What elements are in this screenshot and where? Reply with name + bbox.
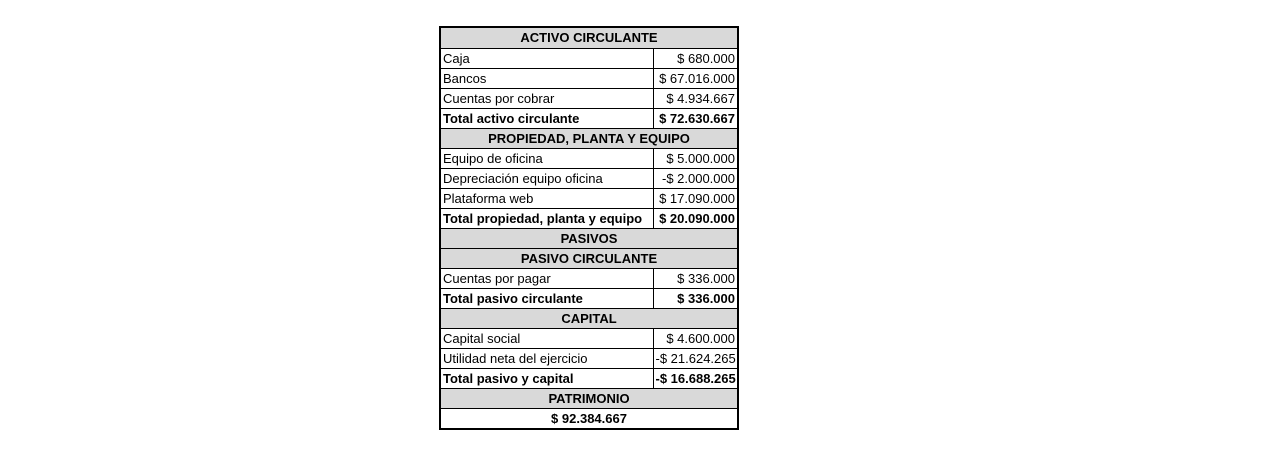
table-row	[441, 328, 737, 348]
row-label: Cuentas por pagar	[441, 268, 653, 288]
total-label: Total pasivo circulante	[441, 288, 653, 308]
balance-table	[441, 28, 737, 428]
table-row	[441, 148, 737, 168]
row-amount: $ 5.000.000	[653, 148, 737, 168]
section-heading-row	[441, 128, 737, 148]
table-row	[441, 188, 737, 208]
row-label: Equipo de oficina	[441, 148, 653, 168]
total-label: Total activo circulante	[441, 108, 653, 128]
section-heading-row	[441, 388, 737, 408]
row-amount: $ 67.016.000	[653, 68, 737, 88]
total-label: Total propiedad, planta y equipo	[441, 208, 653, 228]
total-row	[441, 108, 737, 128]
section-heading: PASIVOS	[441, 228, 737, 248]
total-row	[441, 368, 737, 388]
table-row	[441, 348, 737, 368]
total-amount: -$ 16.688.265	[653, 368, 737, 388]
table-row	[441, 168, 737, 188]
row-amount: $ 17.090.000	[653, 188, 737, 208]
section-heading: CAPITAL	[441, 308, 737, 328]
section-heading-row	[441, 308, 737, 328]
section-heading-row	[441, 28, 737, 48]
section-heading: PROPIEDAD, PLANTA Y EQUIPO	[441, 128, 737, 148]
section-heading: ACTIVO CIRCULANTE	[441, 28, 737, 48]
row-amount: $ 336.000	[653, 268, 737, 288]
row-amount: -$ 2.000.000	[653, 168, 737, 188]
row-amount: $ 680.000	[653, 48, 737, 68]
balance-sheet	[439, 26, 739, 430]
row-label: Capital social	[441, 328, 653, 348]
total-amount: $ 336.000	[653, 288, 737, 308]
row-label: Utilidad neta del ejercicio	[441, 348, 653, 368]
table-row	[441, 88, 737, 108]
total-amount: $ 20.090.000	[653, 208, 737, 228]
row-amount: $ 4.934.667	[653, 88, 737, 108]
row-label: Bancos	[441, 68, 653, 88]
row-label: Caja	[441, 48, 653, 68]
total-amount: $ 72.630.667	[653, 108, 737, 128]
patrimonio-total-row	[441, 408, 737, 428]
row-label: Cuentas por cobrar	[441, 88, 653, 108]
row-label: Depreciación equipo oficina	[441, 168, 653, 188]
total-row	[441, 288, 737, 308]
section-heading-row	[441, 228, 737, 248]
table-row	[441, 48, 737, 68]
section-heading-row	[441, 248, 737, 268]
total-row	[441, 208, 737, 228]
row-label: Plataforma web	[441, 188, 653, 208]
table-row	[441, 68, 737, 88]
row-amount: -$ 21.624.265	[653, 348, 737, 368]
row-amount: $ 4.600.000	[653, 328, 737, 348]
total-label: Total pasivo y capital	[441, 368, 653, 388]
section-heading: PASIVO CIRCULANTE	[441, 248, 737, 268]
section-heading: PATRIMONIO	[441, 388, 737, 408]
table-row	[441, 268, 737, 288]
patrimonio-value: $ 92.384.667	[551, 410, 627, 426]
